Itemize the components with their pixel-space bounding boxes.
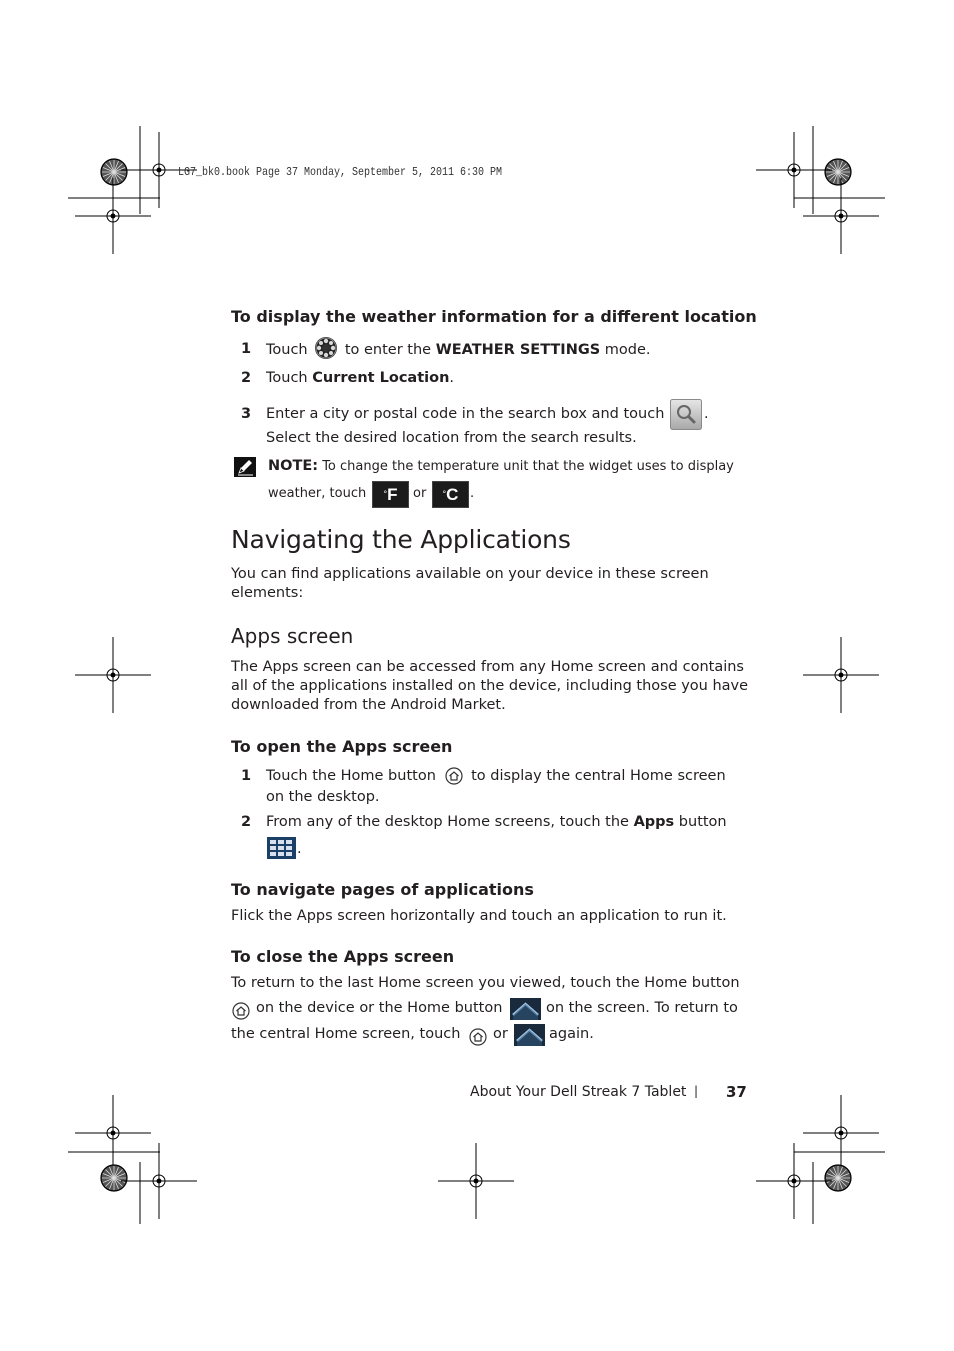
top-left-sunburst-mark (101, 159, 127, 185)
close-apps-heading: To close the Apps screen (231, 947, 455, 966)
open-apps-step-1-line2: on the desktop. (266, 789, 380, 805)
search-icon[interactable] (670, 399, 702, 434)
weather-step-3-line2: Select the desired location from the search results. (266, 430, 637, 446)
home-button-icon[interactable] (469, 1028, 487, 1050)
weather-step-1: Touch to enter the WEATHER SETTINGS mode. (266, 340, 651, 360)
note-pencil-icon (234, 457, 256, 481)
home-screen-button-icon[interactable] (510, 998, 541, 1024)
apps-para-line-1: The Apps screen can be accessed from any Home screen and contains (231, 659, 744, 675)
step-number: 3 (241, 406, 252, 422)
note-end: . (470, 486, 475, 501)
bottom-right-sunburst-mark (825, 1165, 851, 1191)
print-file-info: LG7_bk0.book Page 37 Monday, September 5, 2011 6:30 PM (178, 167, 503, 180)
apps-para-line-2: all of the applications installed on the device, including those you have (231, 678, 749, 694)
apps-button-icon[interactable] (267, 837, 296, 863)
top-right-sunburst-mark (825, 159, 851, 185)
open-apps-heading: To open the Apps screen (231, 737, 453, 756)
weather-step-2: Touch Current Location. (266, 370, 455, 386)
apps-para-line-3: downloaded from the Android Market. (231, 697, 506, 713)
step-number: 1 (241, 768, 252, 784)
close-apps-line-2b: on the screen. To return to (546, 1000, 738, 1016)
close-apps-or: or (493, 1026, 508, 1042)
apps-screen-heading: Apps screen (231, 624, 354, 648)
bottom-left-sunburst-mark (101, 1165, 127, 1191)
celsius-button[interactable]: °C (432, 481, 469, 508)
note-or: or (413, 486, 427, 501)
footer-separator: | (694, 1084, 699, 1098)
period: . (704, 406, 709, 422)
weather-step-3: Enter a city or postal code in the search box and touch (266, 406, 665, 422)
weather-settings-icon[interactable] (314, 336, 338, 360)
open-apps-step-2: From any of the desktop Home screens, touch the Apps button (266, 814, 727, 830)
step-number: 2 (241, 814, 252, 830)
period: . (297, 841, 302, 857)
footer-section-title: About Your Dell Streak 7 Tablet (470, 1084, 687, 1100)
home-screen-button-icon[interactable] (514, 1024, 545, 1050)
navigate-pages-text: Flick the Apps screen horizontally and touch an application to run it. (231, 908, 727, 924)
navigate-pages-heading: To navigate pages of applications (231, 880, 534, 899)
home-button-icon[interactable] (232, 1002, 250, 1024)
page-number: 37 (726, 1083, 747, 1101)
note-line-1: NOTE: To change the temperature unit that the widget uses to display (268, 458, 734, 474)
close-apps-line-3-end: again. (549, 1026, 594, 1042)
page-title: Navigating the Applications (231, 525, 571, 554)
fahrenheit-button[interactable]: °F (372, 481, 409, 508)
intro-line-1: You can find applications available on your device in these screen (231, 566, 709, 582)
weather-location-heading: To display the weather information for a different location (231, 307, 757, 326)
step-number: 1 (241, 341, 252, 357)
step-number: 2 (241, 370, 252, 386)
close-apps-line-3a: the central Home screen, touch (231, 1026, 461, 1042)
close-apps-line-2a: on the device or the Home button (256, 1000, 503, 1016)
intro-line-2: elements: (231, 585, 304, 601)
home-button-icon[interactable] (445, 767, 463, 785)
open-apps-step-1: Touch the Home button to display the central Home screen (266, 768, 726, 784)
note-line-2: weather, touch (268, 486, 367, 501)
close-apps-line-1: To return to the last Home screen you viewed, touch the Home button (231, 975, 740, 991)
